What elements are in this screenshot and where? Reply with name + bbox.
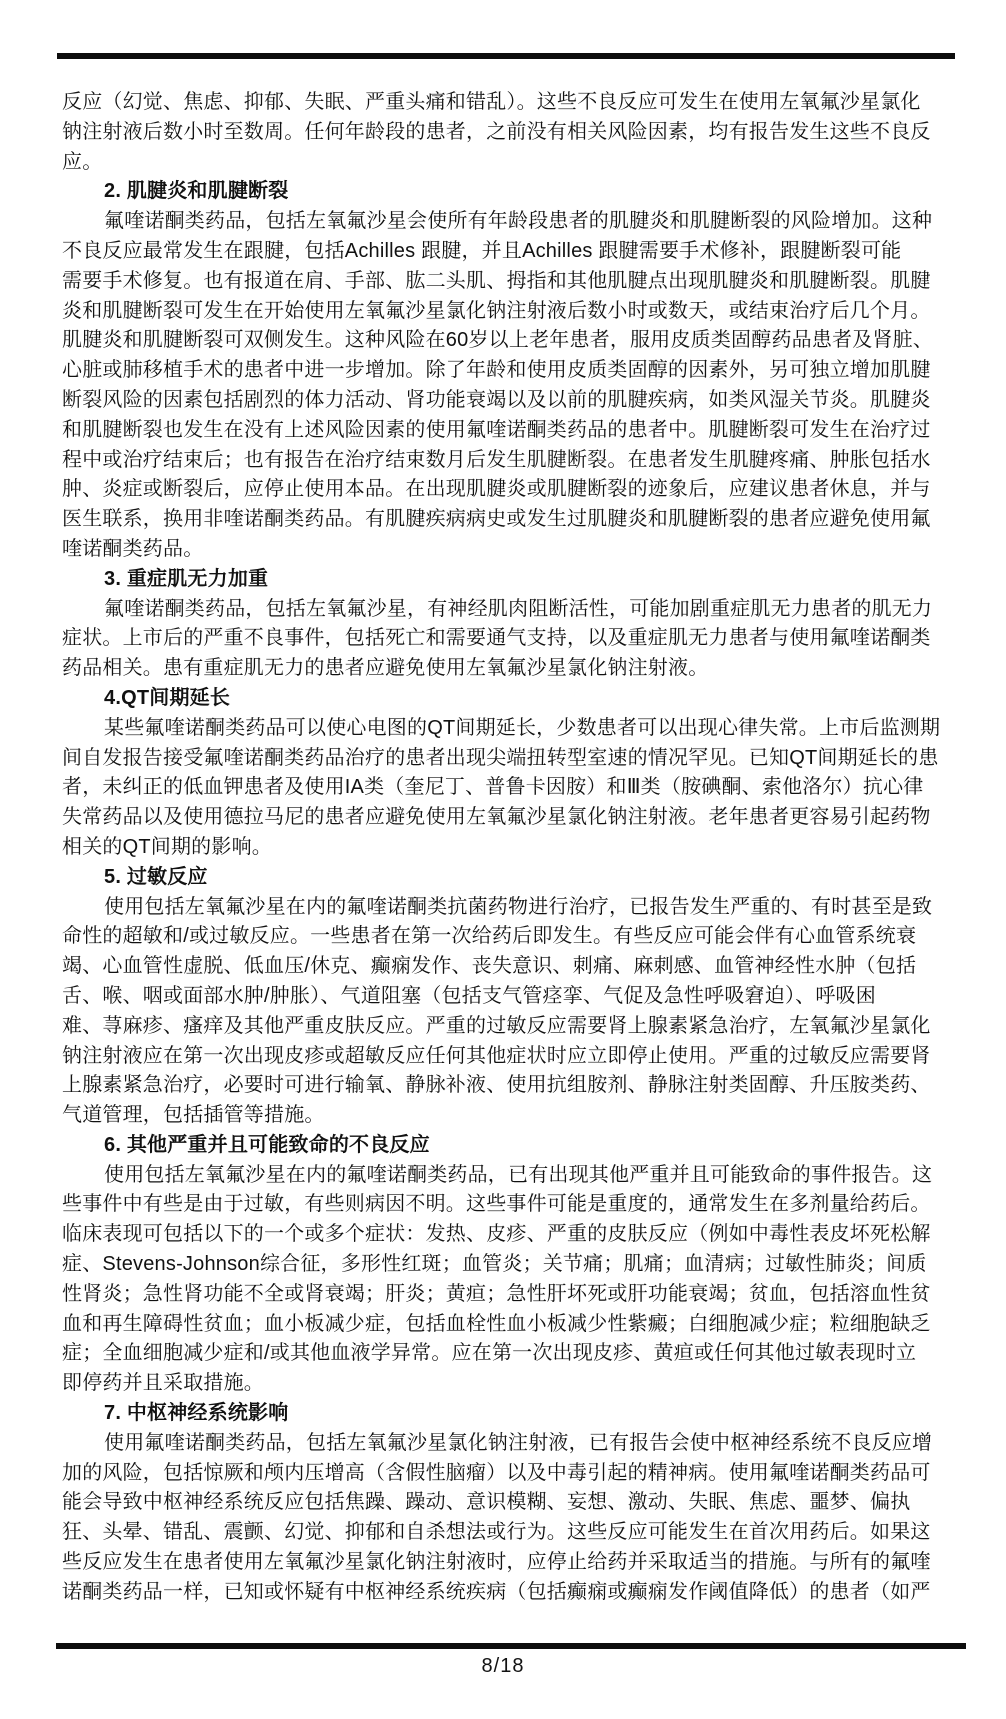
section-heading: 3. 重症肌无力加重 <box>104 567 269 590</box>
text-line: 使用包括左氧氟沙星在内的氟喹诺酮类药品，已有出现其他严重并且可能致命的事件报告。这 <box>104 1163 933 1186</box>
text-line: 肿、炎症或断裂后，应停止使用本品。在出现肌腱炎或肌腱断裂的迹象后，应建议患者休息，并与 <box>62 478 931 501</box>
text-line: 上腺素紧急治疗，必要时可进行输氧、静脉补液、使用抗组胺剂、静脉注射类固醇、升压胺类药、 <box>62 1074 931 1097</box>
text-line: 需要手术修复。也有报道在肩、手部、肱二头肌、拇指和其他肌腱点出现肌腱炎和肌腱断裂。肌腱 <box>62 269 931 292</box>
text-line: 炎和肌腱断裂可发生在开始使用左氧氟沙星氯化钠注射液后数小时或数天，或结束治疗后几个月。 <box>62 299 931 322</box>
text-line: 症；全血细胞减少症和/或其他血液学异常。应在第一次出现皮疹、黄疸或任何其他过敏表现时立 <box>62 1342 917 1365</box>
text-line: 应。 <box>62 150 103 173</box>
text-line: 不良反应最常发生在跟腱，包括Achilles 跟腱，并且Achilles 跟腱需要手术修补，跟腱断裂可能 <box>62 239 902 262</box>
section-heading: 5. 过敏反应 <box>104 865 208 888</box>
text-line: 使用氟喹诺酮类药品，包括左氧氟沙星氯化钠注射液，已有报告会使中枢神经系统不良反应增 <box>104 1431 933 1454</box>
text-line: 些事件中有些是由于过敏，有些则病因不明。这些事件可能是重度的，通常发生在多剂量给药后。 <box>62 1193 931 1216</box>
text-line: 诺酮类药品一样，已知或怀疑有中枢神经系统疾病（包括癫痫或癫痫发作阈值降低）的患者（如严 <box>62 1580 931 1603</box>
text-line: 药品相关。患有重症肌无力的患者应避免使用左氧氟沙星氯化钠注射液。 <box>62 657 709 680</box>
text-line: 使用包括左氧氟沙星在内的氟喹诺酮类抗菌药物进行治疗，已报告发生严重的、有时甚至是致 <box>104 895 933 918</box>
text-line: 症状。上市后的严重不良事件，包括死亡和需要通气支持，以及重症肌无力患者与使用氟喹诺酮类 <box>62 627 931 650</box>
section-heading: 7. 中枢神经系统影响 <box>104 1402 289 1425</box>
text-line: 氟喹诺酮类药品，包括左氧氟沙星会使所有年龄段患者的肌腱炎和肌腱断裂的风险增加。这种 <box>104 210 933 233</box>
header-rule <box>57 53 955 59</box>
text-line: 程中或治疗结束后；也有报告在治疗结束数月后发生肌腱断裂。在患者发生肌腱疼痛、肿胀包括水 <box>62 448 931 471</box>
section-heading: 2. 肌腱炎和肌腱断裂 <box>104 180 289 203</box>
section-heading: 6. 其他严重并且可能致命的不良反应 <box>104 1133 430 1156</box>
text-line: 即停药并且采取措施。 <box>62 1372 264 1395</box>
text-line: 钠注射液后数小时至数周。任何年龄段的患者，之前没有相关风险因素，均有报告发生这些不良反 <box>62 120 931 143</box>
text-line: 加的风险，包括惊厥和颅内压增高（含假性脑瘤）以及中毒引起的精神病。使用氟喹诺酮类药品可 <box>62 1461 931 1484</box>
text-line: 反应（幻觉、焦虑、抑郁、失眠、严重头痛和错乱）。这些不良反应可发生在使用左氧氟沙星氯化 <box>62 91 921 113</box>
text-line: 狂、头晕、错乱、震颤、幻觉、抑郁和自杀想法或行为。这些反应可能发生在首次用药后。如果这 <box>62 1521 931 1544</box>
text-line: 喹诺酮类药品。 <box>62 537 204 560</box>
text-line: 断裂风险的因素包括剧烈的体力活动、肾功能衰竭以及以前的肌腱疾病，如类风湿关节炎。肌腱炎 <box>62 388 931 411</box>
footer-rule <box>56 1643 966 1649</box>
text-line: 肌腱炎和肌腱断裂可双侧发生。这种风险在60岁以上老年患者，服用皮质类固醇药品患者及肾脏、 <box>62 329 934 352</box>
text-line: 些反应发生在患者使用左氧氟沙星氯化钠注射液时，应停止给药并采取适当的措施。与所有的氟喹 <box>62 1551 931 1574</box>
text-line: 竭、心血管性虚脱、低血压/休克、癫痫发作、丧失意识、刺痛、麻刺感、血管神经性水肿（包括 <box>62 955 917 978</box>
document-body <box>62 88 952 1608</box>
text-line: 难、荨麻疹、瘙痒及其他严重皮肤反应。严重的过敏反应需要肾上腺素紧急治疗，左氧氟沙星氯化 <box>62 1014 931 1037</box>
text-line: 气道管理，包括插管等措施。 <box>62 1104 325 1127</box>
text-line: 命性的超敏和/或过敏反应。一些患者在第一次给药后即发生。有些反应可能会伴有心血管系统衰 <box>62 925 917 948</box>
text-line: 间自发报告接受氟喹诺酮类药品治疗的患者出现尖端扭转型室速的情况罕见。已知QT间期延长的患 <box>62 746 939 769</box>
text-line: 临床表现可包括以下的一个或多个症状：发热、皮疹、严重的皮肤反应（例如中毒性表皮坏死松解 <box>62 1223 931 1246</box>
text-line: 血和再生障碍性贫血；血小板减少症，包括血栓性血小板减少性紫癜；白细胞减少症；粒细胞缺乏 <box>62 1312 931 1335</box>
text-line: 相关的QT间期的影响。 <box>62 835 272 858</box>
text-line: 舌、喉、咽或面部水肿/肿胀）、气道阻塞（包括支气管痉挛、气促及急性呼吸窘迫）、呼吸困 <box>62 984 876 1007</box>
text-line: 者，未纠正的低血钾患者及使用IA类（奎尼丁、普鲁卡因胺）和Ⅲ类（胺碘酮、索他洛尔）抗心律 <box>62 776 924 799</box>
text-line: 症、Stevens-Johnson综合征，多形性红斑；血管炎；关节痛；肌痛；血清病；过敏性肺炎；间质 <box>62 1253 927 1276</box>
text-line: 钠注射液应在第一次出现皮疹或超敏反应任何其他症状时应立即停止使用。严重的过敏反应需要肾 <box>62 1044 931 1067</box>
text-line: 和肌腱断裂也发生在没有上述风险因素的使用氟喹诺酮类药品的患者中。肌腱断裂可发生在治疗过 <box>62 418 931 441</box>
text-line: 心脏或肺移植手术的患者中进一步增加。除了年龄和使用皮质类固醇的因素外，另可独立增加肌腱 <box>62 359 931 382</box>
text-line: 性肾炎；急性肾功能不全或肾衰竭；肝炎；黄疸；急性肝坏死或肝功能衰竭；贫血，包括溶血性贫 <box>62 1282 931 1305</box>
page-number: 8/18 <box>481 1655 525 1677</box>
text-line: 失常药品以及使用德拉马尼的患者应避免使用左氧氟沙星氯化钠注射液。老年患者更容易引起药物 <box>62 806 931 829</box>
text-line: 医生联系，换用非喹诺酮类药品。有肌腱疾病病史或发生过肌腱炎和肌腱断裂的患者应避免使用氟 <box>62 508 931 531</box>
text-line: 氟喹诺酮类药品，包括左氧氟沙星，有神经肌肉阻断活性，可能加剧重症肌无力患者的肌无力 <box>104 597 933 620</box>
text-line: 能会导致中枢神经系统反应包括焦躁、躁动、意识模糊、妄想、激动、失眠、焦虑、噩梦、偏执 <box>62 1491 911 1514</box>
text-line: 某些氟喹诺酮类药品可以使心电图的QT间期延长，少数患者可以出现心律失常。上市后监测期 <box>104 716 941 739</box>
section-heading: 4.QT间期延长 <box>104 686 231 709</box>
